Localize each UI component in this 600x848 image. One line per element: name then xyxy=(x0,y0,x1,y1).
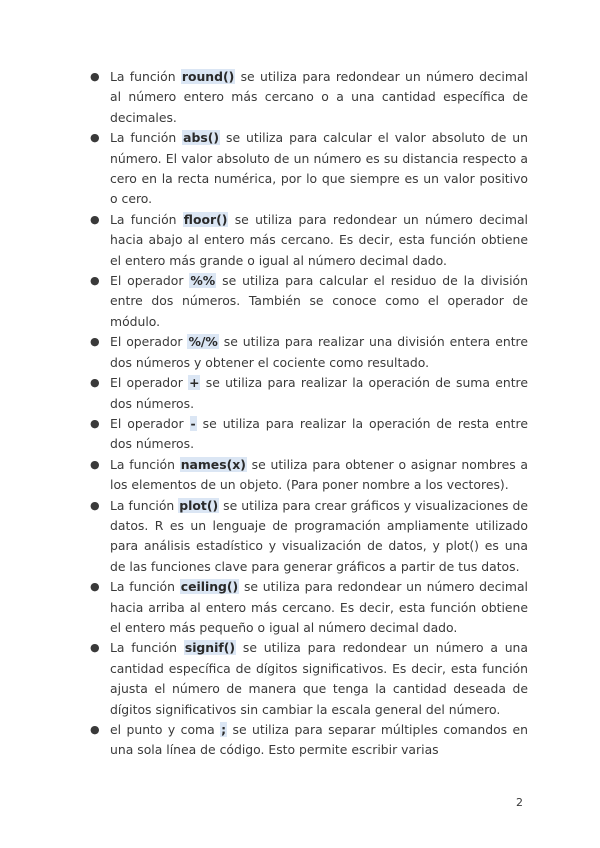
list-item: ● La función round() se utiliza para redondear un número decimal al número entero más cercano o a una cantidad específica de decimales. xyxy=(90,69,528,125)
list-item: ● La función signif() se utiliza para redondear un número a una cantidad específica de dígitos significativos. Es decir, esta función ajusta el número de manera que tenga la cantidad deseada de dígitos significativos sin cambiar la escala general del número. xyxy=(90,640,528,717)
inline-code: - xyxy=(190,415,196,431)
list-item: ● La función plot() se utiliza para crear gráficos y visualizaciones de datos. R es un lenguaje de programación ampliamente utilizado para análisis estadístico y visualización de datos, y plot() es una de las funciones clave para generar gráficos a partir de tus datos. xyxy=(90,497,528,574)
bullet-icon: ● xyxy=(90,457,100,471)
list-item: ● El operador %% se utiliza para calcular el residuo de la división entre dos números. También se conoce como el operador de módulo. xyxy=(90,273,528,329)
page-number: 2 xyxy=(516,796,523,809)
bullet-icon: ● xyxy=(90,498,100,512)
list-item: ● El operador + se utiliza para realizar la operación de suma entre dos números. xyxy=(90,375,529,411)
inline-code: ceiling() xyxy=(180,579,239,595)
inline-code: ; xyxy=(221,722,227,737)
list-item: ● El operador %/% se utiliza para realizar una división entera entre dos números y obtener el cociente como resultado. xyxy=(90,334,528,370)
list-item: ● La función ceiling() se utiliza para redondear un número decimal hacia arriba al entero más cercano. Es decir, esta función obtiene el entero más pequeño o igual al número decimal dado. xyxy=(90,579,528,635)
bullet-list xyxy=(88,67,528,761)
inline-code: signif() xyxy=(184,640,236,656)
inline-code: %/% xyxy=(188,334,218,350)
bullet-icon: ● xyxy=(90,274,100,288)
inline-code: plot() xyxy=(179,497,219,513)
bullet-icon: ● xyxy=(90,641,100,655)
list-item: ● El operador - se utiliza para realizar la operación de resta entre dos números. xyxy=(90,415,528,452)
inline-code: floor() xyxy=(183,211,228,227)
bullet-icon: ● xyxy=(90,70,100,83)
list-item: ● el punto y coma ; se utiliza para separar múltiples comandos en una sola línea de código. Esto permite escribir varias xyxy=(90,722,528,758)
bullet-icon: ● xyxy=(90,580,100,594)
list-item: ● La función names(x) se utiliza para obtener o asignar nombres a los elementos de un objeto. (Para poner nombre a los vectores). xyxy=(90,456,528,493)
inline-code: abs() xyxy=(183,130,220,146)
bullet-icon: ● xyxy=(90,723,100,736)
bullet-icon: ● xyxy=(90,416,100,430)
inline-code: round() xyxy=(181,69,235,84)
bullet-icon: ● xyxy=(90,212,100,226)
list-item: ● La función floor() se utiliza para redondear un número decimal hacia abajo al entero más cercano. Es decir, esta función obtiene el entero más grande o igual al número decimal dado. xyxy=(90,211,528,268)
bullet-icon: ● xyxy=(90,335,100,349)
bullet-icon: ● xyxy=(90,376,100,390)
inline-code: names(x) xyxy=(180,456,246,472)
inline-code: %% xyxy=(190,273,216,289)
inline-code: + xyxy=(189,375,200,391)
list-item: ● La función abs() se utiliza para calcular el valor absoluto de un número. El valor absoluto de un número es su distancia respecto a cero en la recta numérica, por lo que siempre es un valor positivo o cero. xyxy=(90,130,528,207)
bullet-icon: ● xyxy=(90,131,100,145)
